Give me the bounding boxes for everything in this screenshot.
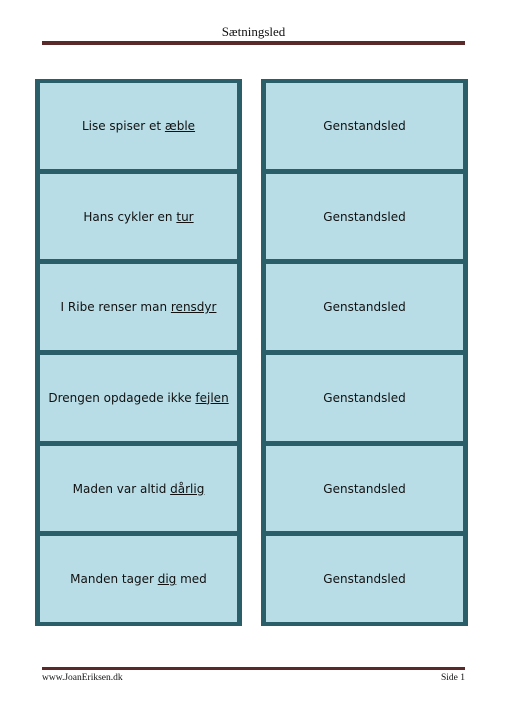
sentence-text: Drengen opdagede ikke fejlen bbox=[48, 390, 229, 405]
sentence-card[interactable] bbox=[40, 536, 237, 622]
footer-page-number: Side 1 bbox=[440, 673, 465, 683]
page-title: Sætningsled bbox=[221, 24, 286, 39]
header-rule bbox=[42, 41, 465, 45]
highlighted-word: dårlig bbox=[170, 481, 205, 496]
highlighted-word: rensdyr bbox=[170, 300, 217, 315]
sentence-card[interactable] bbox=[40, 83, 237, 169]
label-card[interactable]: Genstandsled bbox=[266, 174, 463, 260]
footer-website: www.JoanEriksen.dk bbox=[42, 673, 123, 683]
sentence-text: I Ribe renser man rensdyr bbox=[60, 300, 217, 315]
label-card[interactable]: Genstandsled bbox=[266, 355, 463, 441]
sentence-text: Lise spiser et æble bbox=[81, 118, 196, 133]
highlighted-word: dig bbox=[157, 572, 177, 587]
highlighted-word: fejlen bbox=[195, 390, 229, 405]
sentence-text: Hans cykler en tur bbox=[83, 209, 194, 224]
sentence-text: Manden tager dig med bbox=[70, 572, 207, 587]
label-card[interactable]: Genstandsled bbox=[266, 536, 463, 622]
label-column bbox=[261, 79, 468, 626]
sentence-card[interactable] bbox=[40, 174, 237, 260]
label-card[interactable]: Genstandsled bbox=[266, 264, 463, 350]
footer-rule bbox=[42, 667, 465, 670]
label-card[interactable]: Genstandsled bbox=[266, 446, 463, 532]
highlighted-word: æble bbox=[164, 118, 196, 133]
highlighted-word: tur bbox=[176, 209, 194, 224]
label-card[interactable]: Genstandsled bbox=[266, 83, 463, 169]
sentence-card[interactable] bbox=[40, 355, 237, 441]
sentence-text: Maden var altid dårlig bbox=[72, 481, 205, 496]
sentence-column bbox=[35, 79, 242, 626]
sentence-card[interactable] bbox=[40, 446, 237, 532]
sentence-card[interactable] bbox=[40, 264, 237, 350]
